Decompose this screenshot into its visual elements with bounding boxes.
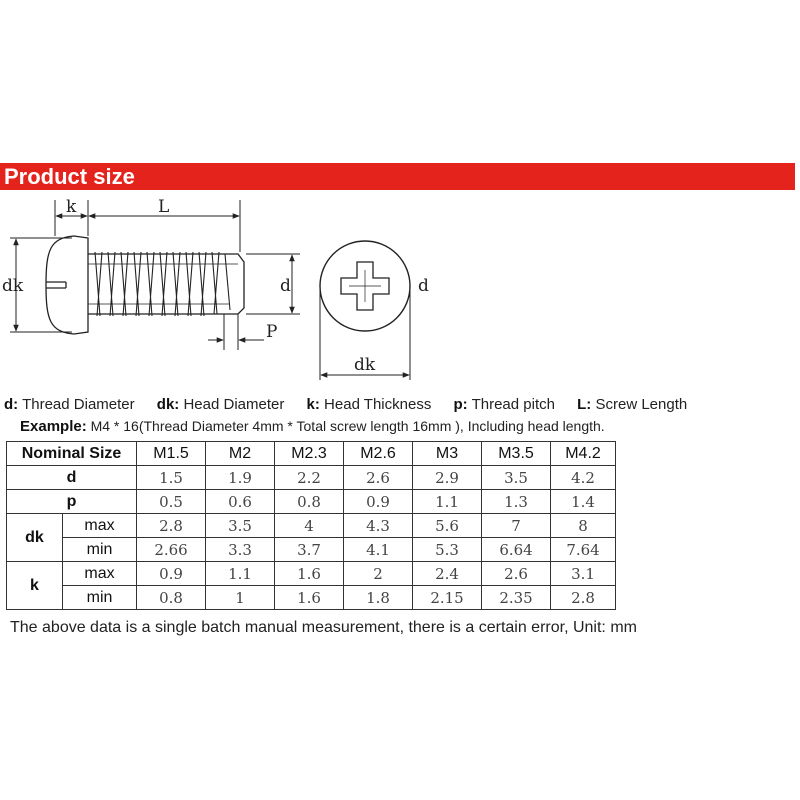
label-k: k [66, 197, 77, 217]
legend-k-key: k: [306, 396, 320, 413]
label-d-head: d [418, 276, 429, 296]
legend-d-key: d: [4, 396, 19, 413]
table-cell: 1.4 [551, 490, 616, 514]
table-cell: 2 [344, 562, 413, 586]
size-header-cell: M1.5 [137, 442, 206, 466]
size-spec-table [6, 441, 616, 610]
table-cell: 0.6 [206, 490, 275, 514]
legend-p-key: p: [453, 396, 468, 413]
row-label-d: d [7, 466, 137, 490]
table-cell: 8 [551, 514, 616, 538]
size-header-cell: M2 [206, 442, 275, 466]
label-d-side: d [280, 276, 291, 296]
legend-dk-key: dk: [156, 396, 180, 413]
table-cell: 3.7 [275, 538, 344, 562]
product-size-banner [0, 163, 795, 190]
label-L: L [158, 197, 170, 217]
table-cell: 7 [482, 514, 551, 538]
table-cell: 7.64 [551, 538, 616, 562]
table-cell: 6.64 [482, 538, 551, 562]
legend-k-text: Head Thickness [324, 396, 432, 413]
table-cell: 2.2 [275, 466, 344, 490]
table-cell: 4.2 [551, 466, 616, 490]
table-row-p [7, 490, 616, 514]
legend-p-text: Thread pitch [471, 396, 555, 413]
row-label-p: p [7, 490, 137, 514]
table-cell: 0.8 [137, 586, 206, 610]
size-header-cell: M4.2 [551, 442, 616, 466]
table-cell: 0.5 [137, 490, 206, 514]
label-dk-head: dk [354, 355, 376, 375]
size-header-cell: M3.5 [482, 442, 551, 466]
table-row-k-min [7, 586, 616, 610]
table-cell: 2.6 [482, 562, 551, 586]
table-row-dk-max [7, 514, 616, 538]
table-cell: 2.8 [551, 586, 616, 610]
table-cell: 1.9 [206, 466, 275, 490]
screw-dimension-drawing [0, 190, 800, 390]
table-cell: 0.9 [137, 562, 206, 586]
table-cell: 1 [206, 586, 275, 610]
legend-L-text: Screw Length [595, 396, 688, 413]
size-header-cell: M2.3 [275, 442, 344, 466]
example-line [20, 418, 605, 435]
legend-dk-text: Head Diameter [183, 396, 285, 413]
example-text: M4 * 16(Thread Diameter 4mm * Total screw length 16mm ), Including head length. [90, 418, 605, 434]
table-cell: 2.8 [137, 514, 206, 538]
table-cell: 2.35 [482, 586, 551, 610]
table-row-k-max [7, 562, 616, 586]
table-cell: 1.1 [206, 562, 275, 586]
dimension-legend [4, 396, 687, 413]
table-cell: 4.1 [344, 538, 413, 562]
table-cell: 0.8 [275, 490, 344, 514]
table-cell: 2.6 [344, 466, 413, 490]
table-row-dk-min [7, 538, 616, 562]
label-P: P [266, 322, 278, 342]
table-cell: 2.15 [413, 586, 482, 610]
table-cell: 1.8 [344, 586, 413, 610]
label-dk-side: dk [2, 276, 24, 296]
example-label: Example: [20, 418, 87, 435]
measurement-footnote: The above data is a single batch manual measurement, there is a certain error, Unit: mm [10, 619, 637, 636]
table-cell: 2.66 [137, 538, 206, 562]
table-cell: 2.9 [413, 466, 482, 490]
table-header-row [7, 442, 616, 466]
table-row-d [7, 466, 616, 490]
thread-hatching [95, 252, 230, 316]
table-cell: 3.5 [206, 514, 275, 538]
row-label-dk: dk [7, 514, 63, 562]
table-cell: 1.5 [137, 466, 206, 490]
table-cell: 2.4 [413, 562, 482, 586]
table-cell: 5.3 [413, 538, 482, 562]
table-cell: 1.6 [275, 586, 344, 610]
sub-label-min: min [63, 586, 137, 610]
legend-L-key: L: [577, 396, 592, 413]
table-cell: 1.3 [482, 490, 551, 514]
size-header-cell: M3 [413, 442, 482, 466]
table-cell: 4.3 [344, 514, 413, 538]
sub-label-max: max [63, 562, 137, 586]
row-label-k: k [7, 562, 63, 610]
size-header-cell: M2.6 [344, 442, 413, 466]
sub-label-min: min [63, 538, 137, 562]
banner-title: Product size [4, 164, 135, 189]
nominal-size-header: Nominal Size [7, 442, 137, 466]
table-cell: 5.6 [413, 514, 482, 538]
table-cell: 1.1 [413, 490, 482, 514]
table-cell: 1.6 [275, 562, 344, 586]
legend-d-text: Thread Diameter [22, 396, 135, 413]
table-cell: 3.5 [482, 466, 551, 490]
sub-label-max: max [63, 514, 137, 538]
screw-head-outline [46, 236, 88, 334]
table-cell: 4 [275, 514, 344, 538]
table-cell: 3.1 [551, 562, 616, 586]
table-cell: 0.9 [344, 490, 413, 514]
table-cell: 3.3 [206, 538, 275, 562]
